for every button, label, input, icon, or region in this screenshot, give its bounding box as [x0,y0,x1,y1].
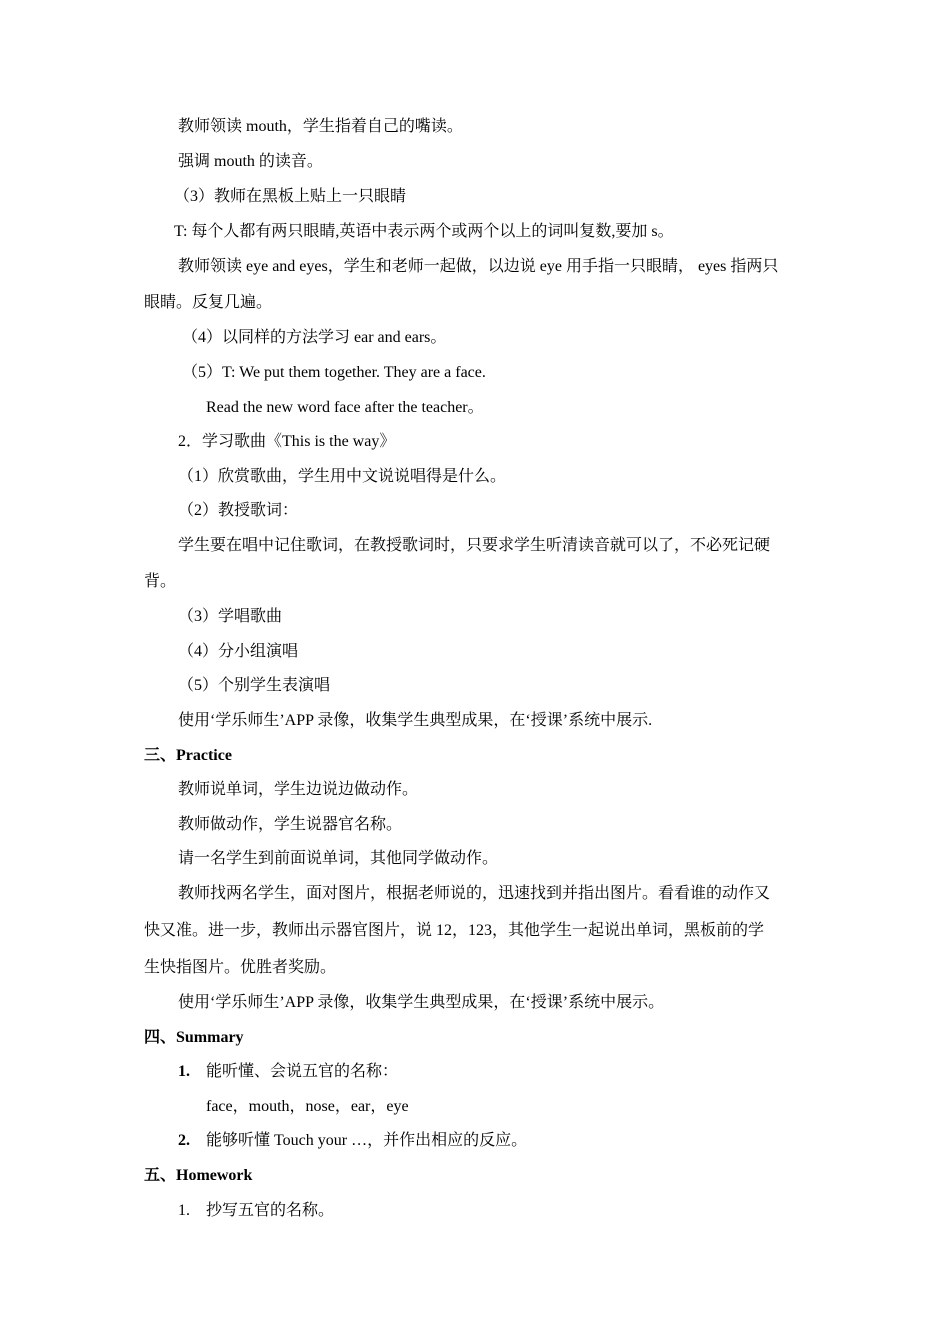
text-line: 教师找两名学生，面对图片，根据老师说的，迅速找到并指出图片。看看谁的动作又 [178,885,771,902]
section-heading: 四、Summary [144,1029,244,1046]
text-line: 使用‘学乐师生’APP 录像，收集学生典型成果，在‘授课’系统中展示。 [178,994,665,1011]
text-line: face，mouth，nose，ear，eye [206,1098,409,1115]
text-line: 能听懂、会说五官的名称： [206,1063,399,1080]
text-line: 背。 [144,573,177,590]
list-number: 1. [178,1202,190,1219]
text-line: 能够听懂 Touch your …，并作出相应的反应。 [206,1132,528,1149]
text-line: 教师做动作，学生说器官名称。 [178,816,403,833]
text-line: 眼睛。反复几遍。 [144,294,273,311]
text-line: （3）学唱歌曲 [178,608,283,625]
text-line: 学生要在唱中记住歌词，在教授歌词时，只要求学生听清读音就可以了，不必死记硬 [178,537,771,554]
text-line: （4）以同样的方法学习 ear and ears。 [182,329,447,346]
text-line: （3）教师在黑板上贴上一只眼睛 [174,188,407,205]
text-line: 快又准。进一步，教师出示器官图片，说 12，123，其他学生一起说出单词，黑板前的学 [144,922,765,939]
text-line: （5）T: We put them together. They are a face. [182,364,486,381]
text-line: （2）教授歌词： [178,502,299,519]
text-line: 抄写五官的名称。 [206,1202,335,1219]
text-line: 2．学习歌曲《This is the way》 [178,433,396,450]
text-line: （4）分小组演唱 [178,643,299,660]
text-line: （1）欣赏歌曲，学生用中文说说唱得是什么。 [178,468,507,485]
text-line: Read the new word face after the teacher。 [206,399,484,416]
section-heading: 五、Homework [144,1167,253,1184]
text-line: 生快指图片。优胜者奖励。 [144,959,337,976]
text-line: 教师说单词，学生边说边做动作。 [178,781,419,798]
text-line: （5）个别学生表演唱 [178,677,331,694]
list-number: 1. [178,1063,190,1080]
text-line: 教师领读 mouth，学生指着自己的嘴读。 [178,118,463,135]
section-heading: 三、Practice [144,747,232,764]
text-line: 使用‘学乐师生’APP 录像，收集学生典型成果，在‘授课’系统中展示. [178,712,653,729]
text-line: 强调 mouth 的读音。 [178,153,323,170]
text-line: T: 每个人都有两只眼睛,英语中表示两个或两个以上的词叫复数,要加 s。 [174,223,674,240]
text-line: 请一名学生到前面说单词，其他同学做动作。 [178,850,499,867]
list-number: 2. [178,1132,190,1149]
text-line: 教师领读 eye and eyes，学生和老师一起做，以边说 eye 用手指一只眼睛， eyes 指两只 [178,258,779,275]
